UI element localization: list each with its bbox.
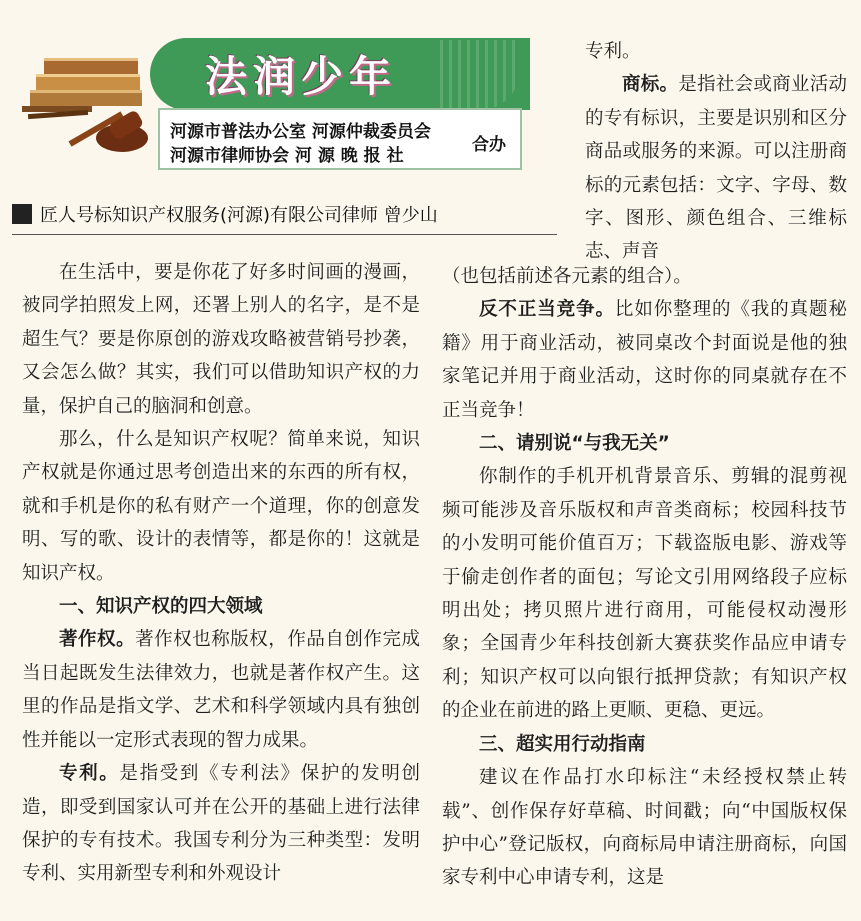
- section-heading-3: 三、超实用行动指南: [479, 733, 646, 755]
- copyright-text: 著作权也称版权，作品自创作完成当日起既发生法律效力，也就是著作权产生。这里的作品是指文学、艺术和科学领域内具有独创性并能以一定形式表现的智力成果。: [22, 629, 420, 751]
- paragraph-copyright: [22, 623, 420, 757]
- left-column: [22, 256, 420, 891]
- keyword-copyright: 著作权。: [59, 629, 136, 651]
- patent-continued: 专利。: [585, 41, 641, 62]
- paragraph-examples: 你制作的手机开机背景音乐、剪辑的混剪视频可能涉及音乐版权和声音类商标；校园科技节的小发明可能价值百万；下载盗版电影、游戏等于偷走创作者的面包；写论文引用网络段子应标明出处；拷贝照片进行商用，可能侵权动漫形象；全国青少年科技创新大赛获奖作品应申请专利；知识产权可以向银行抵押贷款；有知识产权的企业在前进的路上更顺、更稳、更远。: [442, 466, 847, 722]
- organizers-line-1: 河源市普法办公室 河源仲裁委员会: [170, 122, 431, 142]
- trademark-continued: （也包括前述各元素的组合）。: [442, 266, 692, 287]
- paragraph-patent: [22, 757, 420, 891]
- right-column-top: [585, 35, 847, 269]
- organizers-line-2: 河源市律师协会 河 源 晚 报 社: [170, 146, 404, 166]
- paragraph-trademark: [585, 68, 847, 268]
- keyword-patent: 专利。: [59, 763, 120, 785]
- section-heading-2: 二、请别说“与我无关”: [479, 433, 670, 455]
- patent-text: 是指受到《专利法》保护的发明创造，即受到国家认可并在公开的基础上进行法律保护的专有技术。我国专利分为三种类型：发明专利、实用新型专利和外观设计: [22, 763, 420, 885]
- unfair-competition-text: 比如你整理的《我的真题秘籍》用于商业活动，被同桌改个封面说是他的独家笔记并用于商业活动，这时你的同桌就存在不正当竞争！: [442, 299, 847, 421]
- section-heading-1: 一、知识产权的四大领域: [59, 596, 263, 618]
- keyword-unfair-competition: 反不正当竞争。: [479, 299, 615, 321]
- paragraph-intro: 在生活中，要是你花了好多时间画的漫画，被同学拍照发上网，还署上别人的名字，是不是超生气？要是你原创的游戏攻略被营销号抄袭，又会怎么做？其实，我们可以借助知识产权的力量，保护自己的脑洞和创意。: [22, 262, 420, 417]
- keyword-trademark: 商标。: [622, 74, 679, 96]
- byline-text: 匠人号标知识产权服务(河源)有限公司律师 曾少山: [40, 205, 438, 226]
- byline: [12, 198, 557, 235]
- paragraph-unfair-competition: [442, 293, 847, 427]
- byline-marker-icon: [12, 204, 32, 224]
- paragraph-definition: 那么，什么是知识产权呢？简单来说，知识产权就是你通过思考创造出来的东西的所有权，就和手机是你的私有财产一个道理，你的创意发明、写的歌、设计的表情等，都是你的！这就是知识产权。: [22, 429, 420, 584]
- column-banner: [0, 0, 560, 190]
- masthead-title: 法润少年: [205, 52, 398, 101]
- law-books-gavel-icon: [22, 38, 172, 158]
- organizers-box: [158, 108, 522, 170]
- paragraph-action-guide: 建议在作品打水印标注“未经授权禁止转载”、创作保存好草稿、时间戳；向“中国版权保护中心”登记版权，向商标局申请注册商标，向国家专利中心申请专利，这是: [442, 767, 847, 889]
- co-host-label: 合办: [472, 135, 506, 155]
- trademark-text: 是指社会或商业活动的专有标识，主要是识别和区分商品或服务的来源。可以注册商标的元素包括：文字、字母、数字、图形、颜色组合、三维标志、声音: [585, 74, 847, 263]
- right-column: [442, 260, 847, 895]
